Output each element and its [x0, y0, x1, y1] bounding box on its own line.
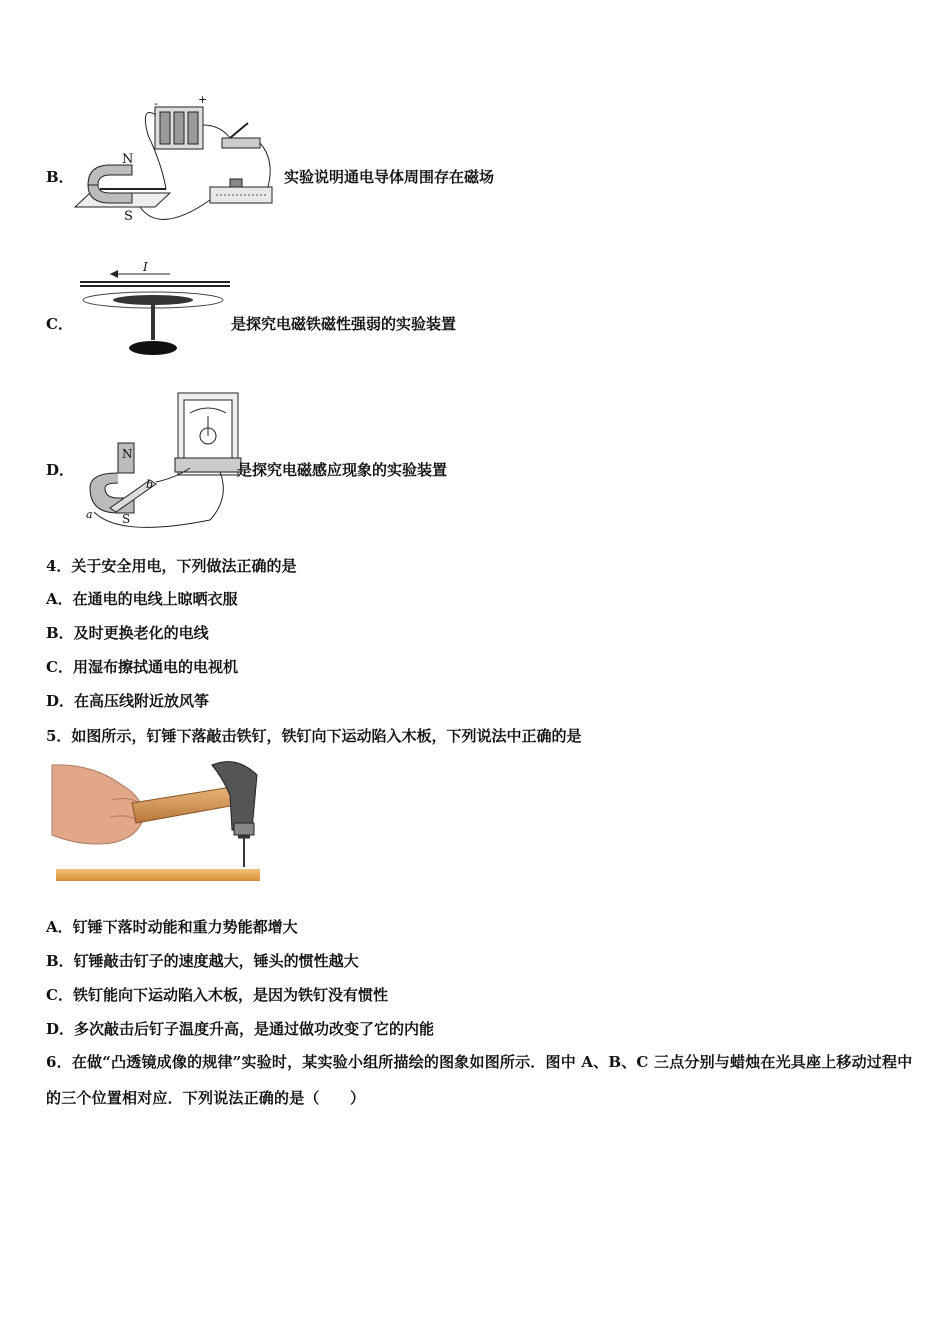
figure-d-induction [80, 388, 240, 528]
q5-option-a: A．钉锤下落时动能和重力势能都增大 [46, 918, 298, 936]
figure-hammer-nail [52, 755, 264, 885]
option-d-letter: D． [46, 461, 75, 479]
option-c-caption: 是探究电磁铁磁性强弱的实验装置 [231, 315, 457, 333]
figure-c-oersted [75, 260, 235, 360]
q5-stem: 5．如图所示，钉锤下落敲击铁钉，铁钉向下运动陷入木板，下列说法中正确的是 [46, 727, 582, 745]
battery-minus-label: - [154, 97, 158, 110]
q5-option-d: D．多次敲击后钉子温度升高，是通过做功改变了它的内能 [46, 1020, 435, 1038]
magnet-n-label: N [122, 152, 134, 167]
q4-option-a: A．在通电的电线上晾晒衣服 [46, 590, 238, 608]
q6-stem: 6．在做“凸透镜成像的规律”实验时，某实验小组所描绘的图象如图所示．图中 A、B、C 三点分别与蜡烛在光具座上移动过程中的三个位置相对应．下列说法正确的是（ ） [46, 1053, 913, 1107]
q5-option-b: B．钉锤敲击钉子的速度越大，锤头的惯性越大 [46, 952, 359, 970]
q4-stem: 4．关于安全用电，下列做法正确的是 [46, 557, 297, 575]
option-b-letter: B． [46, 168, 74, 186]
q4-option-c: C．用湿布擦拭通电的电视机 [46, 658, 238, 676]
current-i-label: I [143, 260, 148, 274]
battery-plus-label: + [198, 93, 208, 106]
rod-b-label: b [146, 478, 154, 491]
magnet-s-label-d: S [122, 512, 131, 526]
figure-b-circuit [70, 95, 285, 240]
magnet-n-label-d: N [122, 447, 133, 461]
option-c-letter: C． [46, 315, 73, 333]
option-b-caption: 实验说明通电导体周围存在磁场 [284, 168, 495, 186]
q4-option-b: B．及时更换老化的电线 [46, 624, 209, 642]
q5-option-c: C．铁钉能向下运动陷入木板，是因为铁钉没有惯性 [46, 986, 388, 1004]
option-d-caption: 是探究电磁感应现象的实验装置 [237, 461, 448, 479]
q4-option-d: D．在高压线附近放风筝 [46, 692, 210, 710]
magnet-s-label: S [124, 209, 133, 224]
rod-a-label: a [86, 508, 93, 521]
